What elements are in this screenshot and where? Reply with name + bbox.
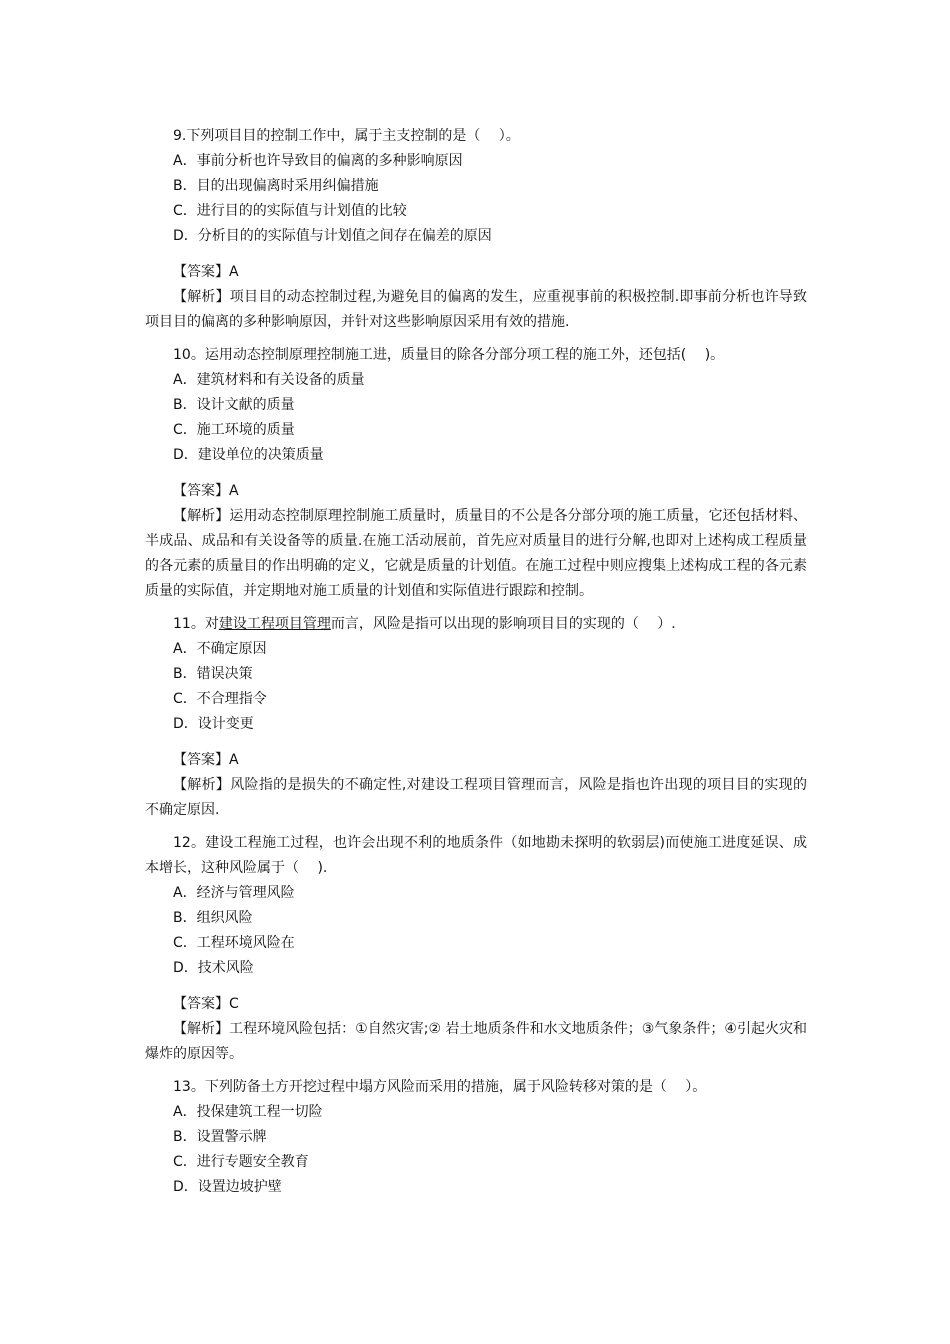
question-11-stem	[145, 612, 807, 637]
question-10-option-d: D．建设单位的决策质量	[173, 447, 324, 463]
question-9-analysis: 【解析】项目目的动态控制过程,为避免目的偏离的发生，应重视事前的积极控制.即事前分析也许导致项目目的偏离的多种影响原因，并针对这些影响原因采用有效的措施.	[145, 289, 807, 330]
question-13-stem: 13。下列防备土方开挖过程中塌方风险而采用的措施，属于风险转移对策的是（ ）。	[173, 1079, 707, 1095]
question-10-analysis: 【解析】运用动态控制原理控制施工质量时，质量目的不公是各分部分项的施工质量，它还包括材料、半成品、成品和有关设备等的质量.在施工活动展前，首先应对质量目的进行分解,也即对上述构成工程质量的各元素的质量目的作出明确的定义，它就是质量的计划值。在施工过程中则应搜集上述构成工程的各元素质量的实际值，并定期地对施工质量的计划值和实际值进行跟踪和控制。	[145, 508, 807, 599]
question-9-option-b: B．目的出现偏离时采用纠偏措施	[173, 178, 379, 194]
question-11-answer: 【答案】A	[173, 752, 239, 768]
document-body	[145, 124, 807, 1200]
question-12-stem: 12。建设工程施工过程，也许会出现不利的地质条件（如地勘未探明的软弱层)而使施工进度延误、成本增长，这种风险属于（ ).	[145, 835, 807, 876]
question-12-answer: 【答案】C	[173, 996, 239, 1012]
question-10-option-c: C．施工环境的质量	[173, 422, 295, 438]
question-11-stem-link[interactable]: 建设工程项目管理	[218, 616, 331, 632]
question-9-answer: 【答案】A	[173, 264, 239, 280]
question-11-option-c: C．不合理指令	[173, 691, 267, 707]
question-10-stem: 10。运用动态控制原理控制施工进，质量目的除各分部分项工程的施工外，还包括( )。	[173, 347, 725, 363]
question-11-option-d: D．设计变更	[173, 716, 254, 732]
question-12-analysis: 【解析】工程环境风险包括：①自然灾害;② 岩土地质条件和水文地质条件；③气象条件；④引起火灾和爆炸的原因等。	[145, 1021, 807, 1062]
question-13-option-a: A．投保建筑工程一切险	[173, 1104, 323, 1120]
question-9-option-c: C．进行目的的实际值与计划值的比较	[173, 203, 407, 219]
question-9-stem: 9.下列项目目的控制工作中，属于主支控制的是（ ）。	[173, 128, 520, 144]
question-12-option-c: C．工程环境风险在	[173, 935, 295, 951]
question-11-stem-suffix: 而言，风险是指可以出现的影响项目目的实现的（ ）.	[330, 616, 676, 632]
question-12-option-d: D．技术风险	[173, 960, 254, 976]
question-9-option-d: D．分析目的的实际值与计划值之间存在偏差的原因	[173, 228, 492, 244]
question-13-option-b: B．设置警示牌	[173, 1129, 267, 1145]
question-11-stem-prefix: 11。对	[173, 616, 219, 632]
question-11-option-a: A．不确定原因	[173, 641, 267, 657]
question-12-option-b: B．组织风险	[173, 910, 253, 926]
question-11-analysis: 【解析】风险指的是损失的不确定性,对建设工程项目管理而言，风险是指也许出现的项目目的实现的不确定原因.	[145, 777, 807, 818]
question-9-option-a: A．事前分析也许导致目的偏离的多种影响原因	[173, 153, 463, 169]
question-12-option-a: A．经济与管理风险	[173, 885, 295, 901]
question-13-option-d: D．设置边坡护壁	[173, 1179, 282, 1195]
question-10-option-a: A．建筑材料和有关设备的质量	[173, 372, 365, 388]
question-13-option-c: C．进行专题安全教育	[173, 1154, 309, 1170]
question-10-option-b: B．设计文献的质量	[173, 397, 295, 413]
question-11-option-b: B．错误决策	[173, 666, 253, 682]
question-10-answer: 【答案】A	[173, 483, 239, 499]
